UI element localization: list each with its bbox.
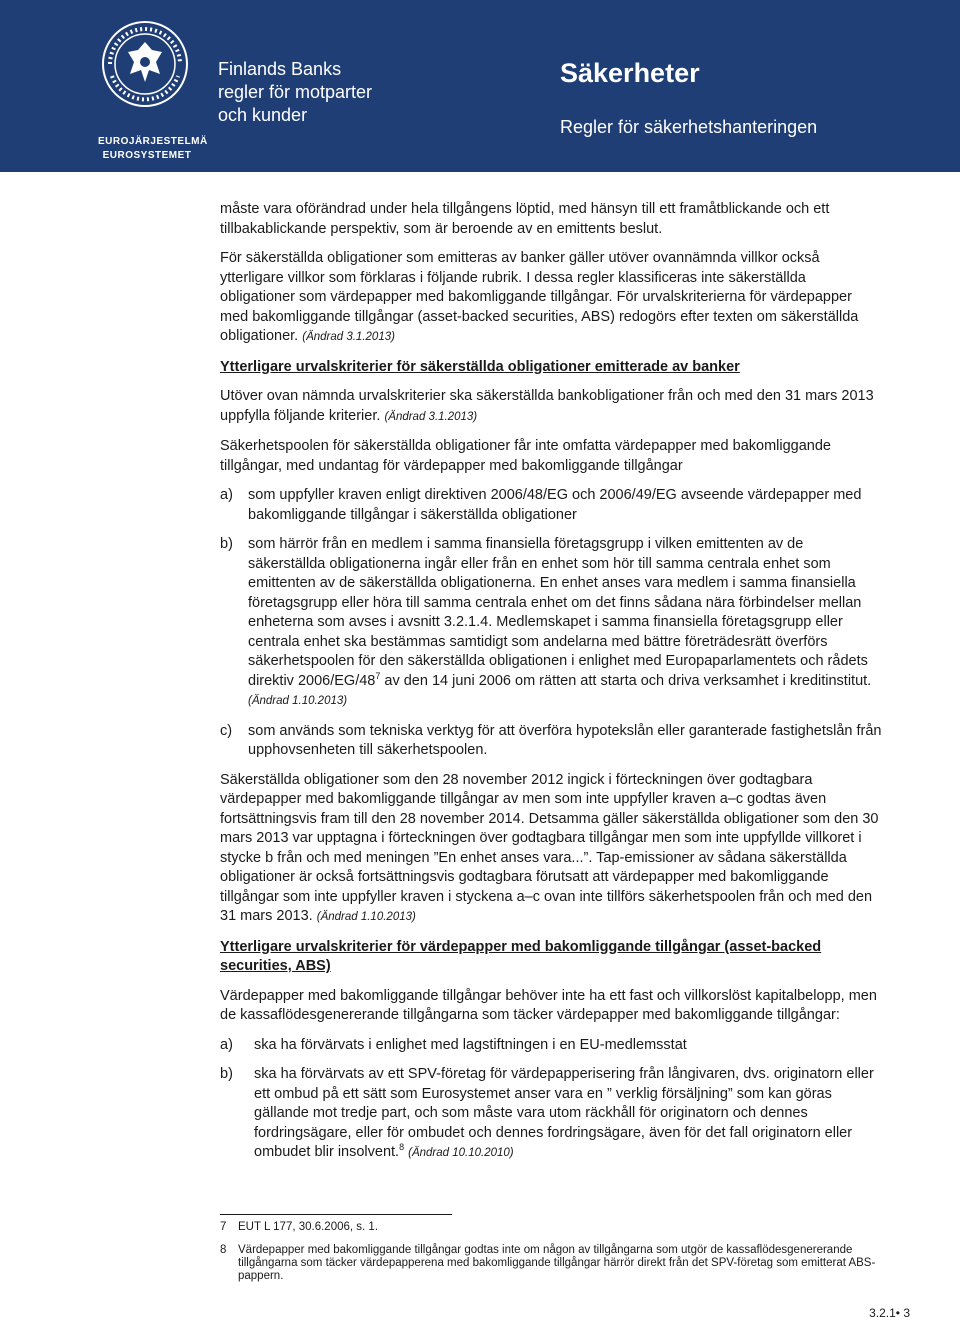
list-text: som används som tekniska verktyg för att överföra hypotekslån eller garanterade fastighetslån från upphovsenheten till säkerhetspoolen.	[248, 722, 882, 758]
list-label: a)	[220, 487, 233, 503]
paragraph-6: Värdepapper med bakomliggande tillgångar behöver inte ha ett fast och villkorslöst kapitalbelopp, men de kassaflödesgenererande tillgångarna som täcker värdepapper med bakomliggande tillgångar:	[220, 987, 877, 1023]
list-item	[220, 486, 882, 525]
org-line-2: regler för motparter	[218, 82, 373, 102]
section-heading-abs: Ytterligare urvalskriterier för värdepapper med bakomliggande tillgångar (asset-backed securities, ABS)	[220, 938, 822, 974]
logo-text-1: EUROJÄRJESTELMÄ	[98, 136, 208, 147]
list-item	[220, 1065, 882, 1164]
amend-note: (Ändrad 3.1.2013)	[384, 410, 478, 423]
footnote-number: 7	[220, 1221, 227, 1233]
list-item	[220, 722, 882, 761]
amend-note: (Ändrad 10.10.2010)	[408, 1147, 514, 1159]
bank-seal-logo	[100, 16, 190, 126]
footnote	[220, 1244, 880, 1283]
footnote	[220, 1221, 880, 1234]
footnotes	[220, 1221, 880, 1293]
paragraph-2-text: För säkerställda obligationer som emitteras av banker gäller utöver ovannämnda villkor också ytterligare villkor som förklaras i följande rubrik. I dessa regler klassificeras inte säkerställda obligationer som värdepapper med bakomliggande tillgångar. För urvalskriterierna för värdepapper med bakomliggande tillgångar (asset-backed securities, ABS) redogörs efter texten om säkerställda obligationer.	[220, 250, 859, 344]
list-label: b)	[220, 536, 233, 552]
paragraph-5	[220, 771, 882, 928]
list-label: a)	[220, 1036, 233, 1053]
document-body	[220, 200, 882, 1174]
paragraph-3-text: Utöver ovan nämnda urvalskriterier ska säkerställda bankobligationer från och med den 31 mars 2013 uppfylla följande kriterier.	[220, 388, 874, 424]
list-text-block	[254, 1065, 882, 1164]
list-text: ska ha förvärvats i enlighet med lagstiftningen i en EU-medlemsstat	[254, 1036, 687, 1053]
page-number: 3.2.1• 3	[869, 1306, 910, 1320]
list-text-block	[248, 535, 882, 712]
amend-note: (Ändrad 1.10.2013)	[316, 911, 416, 923]
list-text: som härrör från en medlem i samma finansiella företagsgrupp i vilken emittenten av de säkerställda obligationerna ingår eller från en enhet som hör till samma centrala enhet som emittenten av de säkerställda obligationerna. En enhet anses vara medlem i samma finansiella företagsgrupp eller höra till samma centrala enhet om det finns sådana nära förbindelser mellan enheterna som avses i avsnitt 3.2.1.4. Medlemskapet i samma finansiella företagsgrupp eller centrala enhet ska bestämmas samtidigt som andelarna med bättre företrädesrätt överförs säkerhetspoolen för den säkerställda obligationen i enlighet med Europaparlamentets och rådets direktiv 2006/EG/48	[248, 536, 868, 689]
amend-note: (Ändrad 3.1.2013)	[302, 331, 395, 343]
paragraph-5-text: Säkerställda obligationer som den 28 november 2012 ingick i förteckningen över godtagbara värdepapper med bakomliggande tillgångar av men som inte uppfyller kraven a–c godtas även fortsättningsvis fram till den 28 november 2014. Detsamma gäller säkerställda obligationer som den 30 mars 2013 var upptagna i förteckningen över godtagbara tillgångar men som inte uppfyllde villkoret i stycke b från och med meningen ”En enhet anses vara...”. Tap-emissioner av sådana säkerställda obligationer är också fortsättningsvis godtagbara förutsatt att värdepapper med bakomliggande tillgångar som inte uppfyller kraven i styckena a–c ovan inte tillförs säkerhetspoolen från och med den 31 mars 2013.	[220, 771, 879, 924]
page-subtitle: Regler för säkerhetshanteringen	[560, 117, 818, 137]
page-header	[0, 0, 960, 172]
list-text: som uppfyller kraven enligt direktiven 2006/48/EG och 2006/49/EG avseende värdepapper med bakomliggande tillgångar i säkerställda obligationer	[248, 487, 862, 523]
list-item	[220, 1036, 882, 1056]
footnote-number: 8	[220, 1244, 227, 1256]
footnote-text: EUT L 177, 30.6.2006, s. 1.	[238, 1221, 379, 1233]
footnote-ref-8[interactable]: 8	[399, 1142, 405, 1153]
org-line-1: Finlands Banks	[218, 59, 342, 79]
list-item	[220, 535, 882, 712]
org-line-3: och kunder	[218, 105, 308, 125]
footnote-divider	[220, 1214, 452, 1215]
amend-note: (Ändrad 1.10.2013)	[248, 695, 348, 707]
footnote-text: Värdepapper med bakomliggande tillgångar godtas inte om någon av tillgångarna som utgör de kassaflödesgenererande tillgångarna som täcker värdepapperena med bakomliggande tillgångar härrör direkt från det SPV-företag som emitterat ABS-pappern.	[238, 1244, 876, 1282]
paragraph-4: Säkerhetspoolen för säkerställda obligationer får inte omfatta värdepapper med bakomliggande tillgångar, med undantag för värdepapper med bakomliggande tillgångar	[220, 438, 831, 474]
org-name	[218, 58, 372, 127]
section-heading-covered-bonds: Ytterligare urvalskriterier för säkerställda obligationer emitterade av banker	[220, 358, 740, 375]
paragraph-2	[220, 249, 882, 348]
list-text: ska ha förvärvats av ett SPV-företag för värdepapperisering från långivaren, dvs. originatorn eller ett ombud på ett sätt som Eurosystemet anser vara en ” verklig försäljning” som kan göras gällande mot tredje part, och som måste vara utom räckhåll för originatorn och dennes fordringsägare, eller för ombudet och dennes fordringsägare, även för det fall originatorn eller ombudet blir insolvent.	[254, 1066, 874, 1160]
list-label: c)	[220, 722, 233, 739]
footnote-ref-7[interactable]: 7	[375, 670, 381, 681]
list-label: b)	[220, 1066, 233, 1082]
list-text-cont: av den 14 juni 2006 om rätten att starta och driva verksamhet i kreditinstitut.	[380, 672, 872, 689]
paragraph-1: måste vara oförändrad under hela tillgångens löptid, med hänsyn till ett framåtblickande och ett tillbakablickande perspektiv, som är beroende av en emittents beslut.	[220, 201, 830, 237]
paragraph-3	[220, 387, 882, 427]
page-title: Säkerheter	[560, 58, 700, 88]
logo-text-2: EUROSYSTEMET	[102, 150, 192, 161]
